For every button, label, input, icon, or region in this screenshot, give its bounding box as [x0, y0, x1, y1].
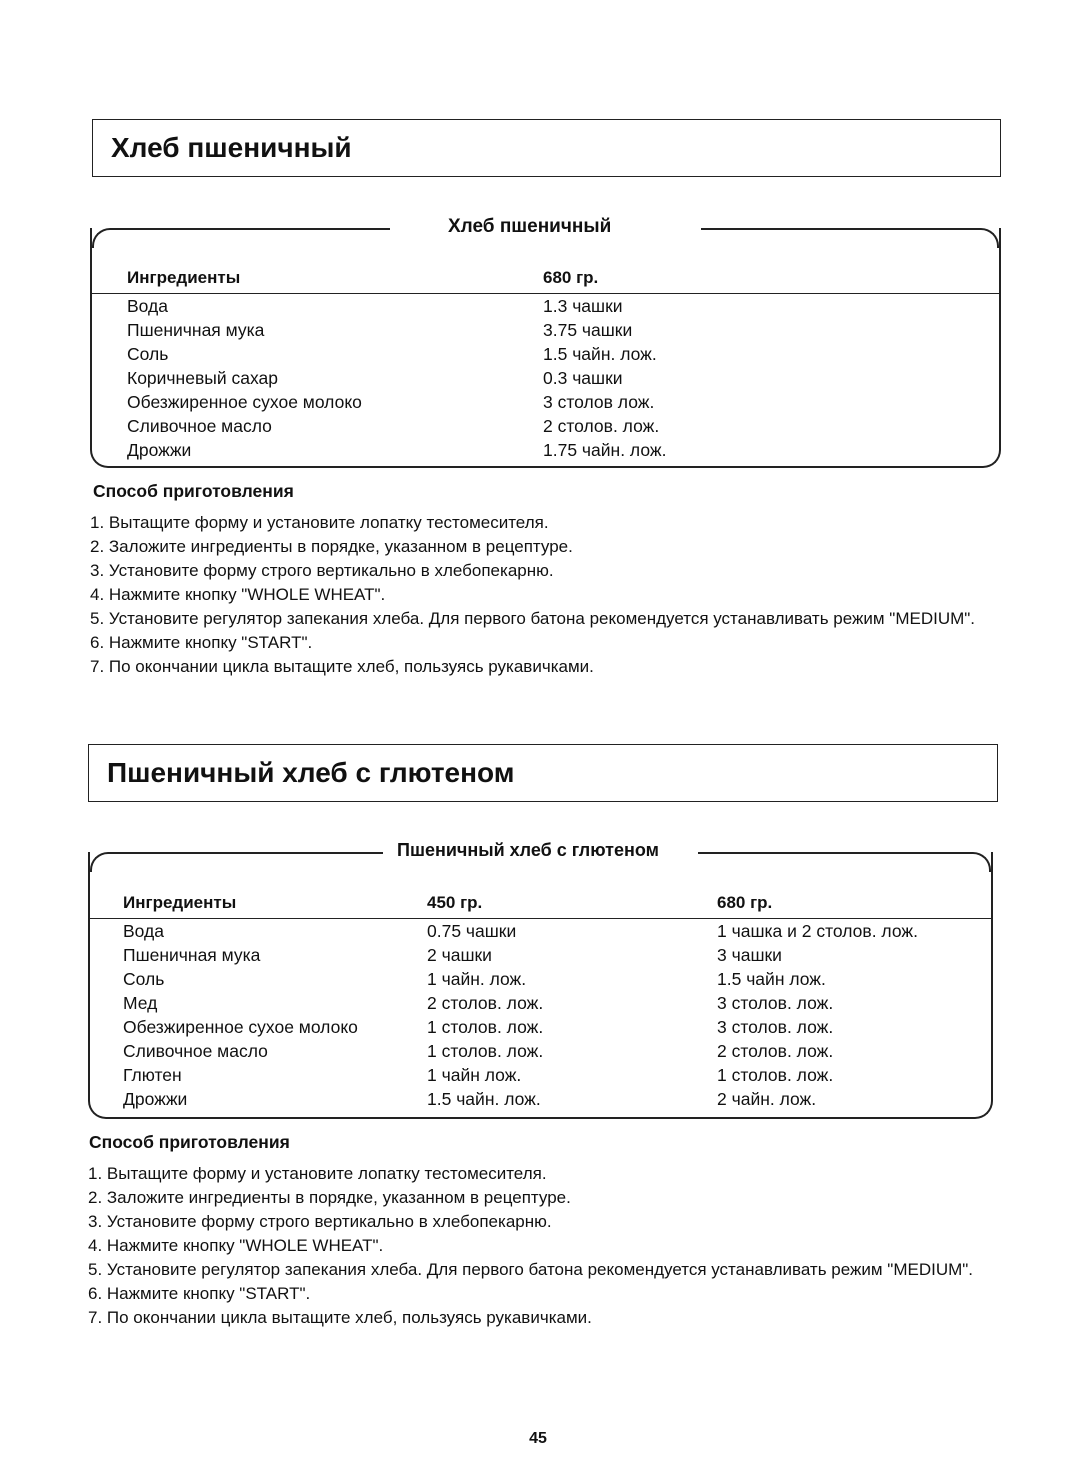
section-title-box-wheat — [92, 119, 1001, 177]
recipe-table-title: Хлеб пшеничный — [448, 216, 612, 237]
section-title: Хлеб пшеничный — [111, 132, 352, 163]
table-row: Мед 2 столов. лож. 3 столов. лож. — [123, 993, 834, 1013]
method-title: Способ приготовления — [93, 481, 294, 501]
step-item: 5. Установите регулятор запекания хлеба. Для первого батона рекомендуется устанавливать режим "MEDIUM". — [88, 1260, 974, 1279]
section-title: Пшеничный хлеб с глютеном — [107, 757, 515, 788]
table-row: Вода 1.3 чашки — [127, 296, 623, 316]
table-frame-right — [698, 852, 991, 872]
column-header-680: 680 гр. — [717, 893, 773, 912]
step-item: 2. Заложите ингредиенты в порядке, указанном в рецептуре. — [90, 537, 573, 556]
step-item: 7. По окончании цикла вытащите хлеб, пользуясь рукавичками. — [88, 1308, 592, 1327]
step-item: 3. Установите форму строго вертикально в хлебопекарню. — [88, 1212, 552, 1231]
header-divider — [90, 918, 991, 919]
step-item: 2. Заложите ингредиенты в порядке, указанном в рецептуре. — [88, 1188, 571, 1207]
column-header-ingredients: Ингредиенты — [127, 268, 241, 287]
table-frame-left — [90, 852, 383, 872]
recipe-table-title: Пшеничный хлеб с глютеном — [397, 840, 659, 860]
step-item: 4. Нажмите кнопку "WHOLE WHEAT". — [90, 585, 386, 604]
table-row: Пшеничная мука 3.75 чашки — [127, 320, 633, 340]
method-steps — [88, 1162, 1008, 1330]
step-item: 3. Установите форму строго вертикально в хлебопекарню. — [90, 561, 554, 580]
step-item: 4. Нажмите кнопку "WHOLE WHEAT". — [88, 1236, 384, 1255]
method-steps — [90, 511, 1010, 679]
table-row: Пшеничная мука 2 чашки 3 чашки — [123, 945, 782, 965]
table-frame-right — [701, 228, 999, 248]
table-row: Соль 1.5 чайн. лож. — [127, 344, 657, 364]
table-row: Дрожжи 1.5 чайн. лож. 2 чайн. лож. — [123, 1089, 817, 1109]
table-row: Сливочное масло 1 столов. лож. 2 столов. лож. — [123, 1041, 834, 1061]
step-item: 6. Нажмите кнопку "START". — [88, 1284, 311, 1303]
table-frame-left — [92, 228, 390, 248]
table-row: Дрожжи 1.75 чайн. лож. — [127, 440, 667, 460]
table-row: Соль 1 чайн. лож. 1.5 чайн лож. — [123, 969, 826, 989]
table-row: Обезжиренное сухое молоко 3 столов лож. — [127, 392, 655, 412]
step-item: 7. По окончании цикла вытащите хлеб, пользуясь рукавичками. — [90, 657, 594, 676]
recipe-table-wheat — [90, 216, 1001, 468]
column-header-ingredients: Ингредиенты — [123, 893, 237, 912]
page-number: 45 — [529, 1430, 547, 1447]
table-row: Обезжиренное сухое молоко 1 столов. лож. 3 столов. лож. — [123, 1017, 834, 1037]
step-item: 5. Установите регулятор запекания хлеба. Для первого батона рекомендуется устанавливать режим "MEDIUM". — [90, 609, 976, 628]
table-row: Коричневый сахар 0.3 чашки — [127, 368, 623, 388]
step-item: 1. Вытащите форму и установите лопатку тестомесителя. — [88, 1164, 547, 1183]
recipe-table-gluten — [88, 840, 993, 1119]
column-header-450: 450 гр. — [427, 893, 483, 912]
method-title: Способ приготовления — [89, 1132, 290, 1152]
column-header-680: 680 гр. — [543, 268, 599, 287]
table-row: Сливочное масло 2 столов. лож. — [127, 416, 660, 436]
header-divider — [92, 293, 999, 294]
step-item: 6. Нажмите кнопку "START". — [90, 633, 313, 652]
step-item: 1. Вытащите форму и установите лопатку тестомесителя. — [90, 513, 549, 532]
section-title-box-gluten — [88, 744, 998, 802]
table-row: Глютен 1 чайн лож. 1 столов. лож. — [123, 1065, 834, 1085]
table-row: Вода 0.75 чашки 1 чашка и 2 столов. лож. — [123, 921, 918, 941]
